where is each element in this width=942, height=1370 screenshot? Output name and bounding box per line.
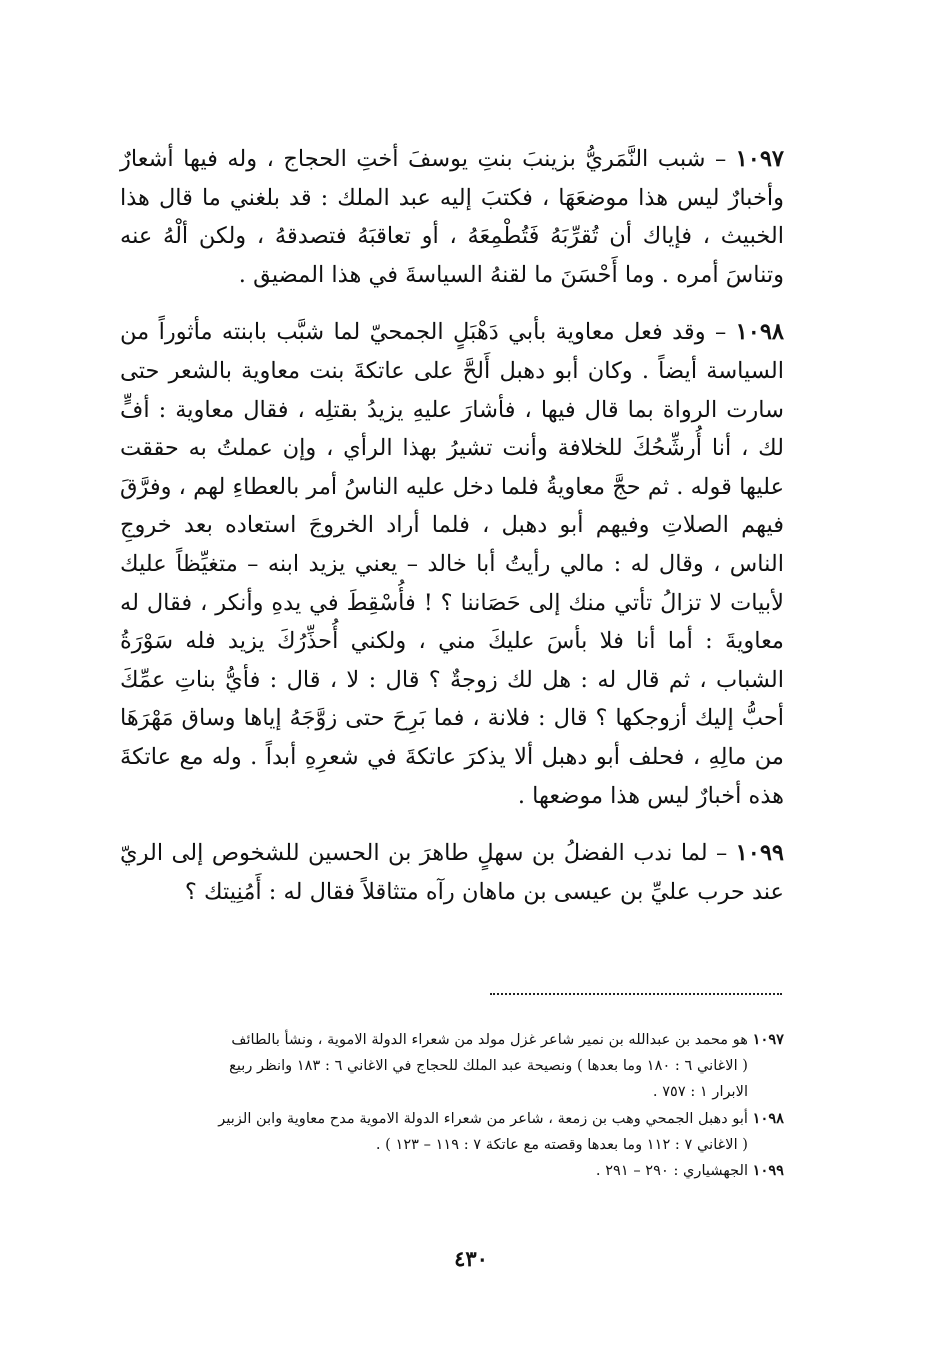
- footnote-number: ١٠٩٧: [752, 1031, 784, 1048]
- footnote-line: ( الاغاني ٧ : ١١٢ وما بعدها وقصته مع عاتكة ٧ : ١١٩ – ١٢٣ ) .: [375, 1135, 748, 1153]
- paragraph-number: ١٠٩٨: [735, 319, 784, 346]
- footnote-line: ١٠٩٩ الجهشياري : ٢٩٠ – ٢٩١ .: [595, 1162, 784, 1180]
- paragraph-1099: [120, 834, 784, 911]
- paragraph-1097: [120, 140, 784, 294]
- footnote-1097: [120, 1027, 784, 1106]
- paragraph-number: ١٠٩٧: [735, 146, 784, 172]
- footnote-line: ( الاغاني ٦ : ١٨٠ وما بعدها ) ونصيحة عبد الملك للحجاج في الاغاني ٦ : ١٨٣ وانظر ربيع: [229, 1057, 748, 1075]
- paragraph-text: – وقد فعل معاوية بأبي دَهْبَلٍ الجمحيّ لما شبَّب بابنته مأثوراً من السياسة أيضاً . وكان أبو دهبل أَلحَّ على عاتكةَ بنت معاوية بالشعر حتى سارت الرواة بما قال فيها ، فأشارَ عليهِ يزيدُ بقتلِه ، فقال معاوية : أفٍّ لك ، أنا أُرشِّحُكَ للخلافة وأنت تشيرُ بهذا الرأي ، وإن عملتُ به حققت عليها قوله . ثم حجَّ معاويةُ فلما دخل عليه الناسُ أمر بالعطاءِ لهم ، وفرَّقَ فيهم الصلاتِ وفيهم أبو دهبل ، فلما أراد الخروجَ استعاده بعد خروجِ الناس ، وقال له : مالي رأيتُ أبا خالد – يعني يزيد ابنه – متغيِّظاً عليك لأبيات لا تزالُ تأتي منك إلى حَصَاننا ؟ ! فأُسْقِطَ في يدهِ وأنكر ، فقال له معاويةَ : أما أنا فلا بأسَ عليكَ مني ، ولكني أُحذِّرُكَ يزيد فله سَوْرَةُ الشباب ، ثم قال له : هل لك زوجةٌ ؟ قال : لا ، قال : فأيُّ بناتِ عمِّكَ أحبُّ إليك أزوجكها ؟ قال : فلانة ، فما بَرِحَ حتى زوَّجَهُ إياها وساق مَهْرَهَا من مالِهِ ، فحلف أبو دهبل ألا يذكرَ عاتكةَ في شعرِهِ أبداً . وله مع عاتكةَ هذه أخبارٌ ليس هذا موضعها .: [120, 319, 784, 809]
- footnote-separator: [490, 993, 782, 995]
- footnote-line: الابرار ١ : ٧٥٧ .: [652, 1083, 748, 1101]
- main-text: [120, 140, 784, 930]
- paragraph-text: – لما ندب الفضلُ بن سهلٍ طاهرَ بن الحسين للشخوص إلى الريّ عند حرب عليِّ بن عيسى بن ماهان رآه متثاقلاً فقال له : أَمُنِيتك ؟: [120, 840, 784, 905]
- footnote-number: ١٠٩٩: [752, 1162, 784, 1180]
- footnote-1098: [120, 1106, 784, 1158]
- paragraph-text: – شبب النَّمَريُّ بزينبَ بنتِ يوسفَ أختِ الحجاج ، وله فيها أشعارٌ وأخبارٌ ليس هذا موضعَهَا ، فكتبَ إليه عبد الملك : قد بلغني ما قال هذا الخبيث ، فإياك أن تُقرِّبَهُ فَتُطْمِعَهُ ، أو تعاقبَهُ فتصدقهُ ، ولكن ألْهُ عنه وتناسَ أمره . وما أَحْسَنَ ما لقنهُ السياسةَ في هذا المضيق .: [120, 146, 784, 288]
- footnotes: [120, 1027, 784, 1184]
- paragraph-1098: [120, 313, 784, 815]
- footnote-1099: [120, 1158, 784, 1184]
- page-number: ٤٣٠: [454, 1246, 488, 1271]
- footnote-line: ١٠٩٨ أبو دهبل الجمحي وهب بن زمعة ، شاعر من شعراء الدولة الاموية مدح معاوية وابن الزبير: [218, 1109, 784, 1127]
- footnote-line: ١٠٩٧ هو محمد بن عبدالله بن نمير شاعر غزل مولد من شعراء الدولة الاموية ، ونشأ بالطائف: [231, 1031, 784, 1048]
- paragraph-number: ١٠٩٩: [735, 840, 784, 867]
- footnote-number: ١٠٩٨: [752, 1109, 784, 1127]
